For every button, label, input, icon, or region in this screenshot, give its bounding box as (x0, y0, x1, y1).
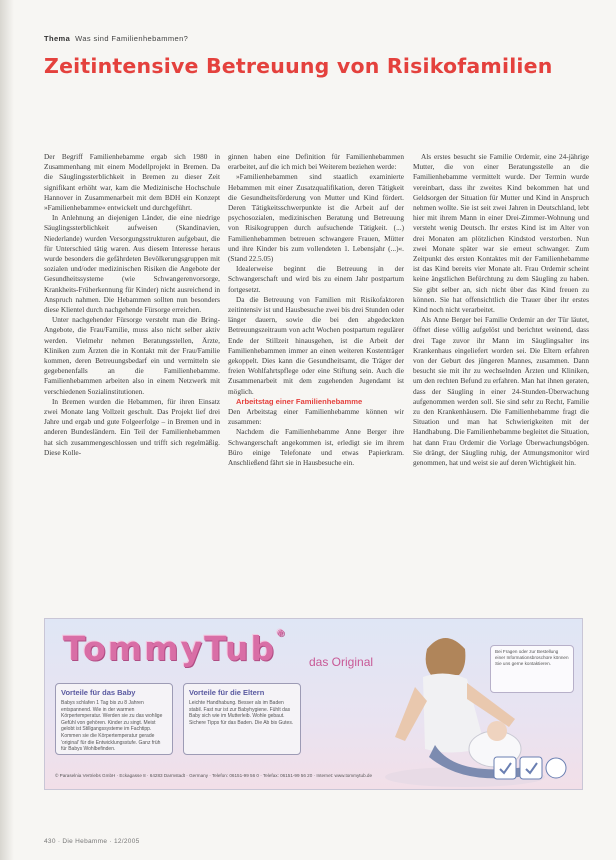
article-column-1 (44, 152, 220, 458)
article-column-3 (413, 152, 589, 468)
parent-benefits-title: Vorteile für die Eltern (189, 688, 265, 697)
parent-benefits-text: Leichte Handhabung. Besser als im Baden stabil. Fast nur ist zur Babyhygiene. Fühlt das Baby sich wie im Mutterleib. Wohle gebaut. Sichere Tipps für das Baden. Die Ab bis Gutes. (189, 700, 294, 726)
baby-benefits-box (55, 683, 173, 755)
brand-name: TommyTub (63, 629, 277, 668)
paragraph: Als erstes besucht sie Familie Ordemir, eine 24-jährige Mutter, die von einer Beratungsstelle an die Familienhebamme vermittelt wurde. Der Termin wurde vereinbart, dass ihr zweites Kind bekommen hat und Geldsorgen der Situation für Mutter und Kind in Anspruch nehmen wollte. Sie ist seit zwei Jahren in Deutschland, lebt hier mit ihrem Mann in einer Drei-Zimmer-Wohnung und versteht wenig Deutsch. Ihr erstes Kind ist im Alter von drei Monaten am plötzlichen Kindstod verstorben. Nun zwei Monate später war sie erneut schwanger. Zum Zeitpunkt des ersten Kontaktes mit der Familienhebamme ist das Kind bereits vier Monate alt. Frau Ordemir scheint keine ängstlichen Befürchtung zu dem Säugling zu haben. Sie gibt selber an, sich nicht über das Kind freuen zu können. Sie hat offensichtlich die Trauer über ihr erstes Kind noch nicht verarbeitet. (413, 152, 589, 315)
parent-benefits-box (183, 683, 301, 755)
advertisement-banner[interactable] (44, 618, 583, 790)
paragraph: Da die Betreuung von Familien mit Risikofaktoren zeitintensiv ist und Hausbesuche zwei bis drei Stunden oder länger dauern, sowie die bei den abgedeckten Betreuungszeitraum von acht Wochen postpartum regulärer Ende der Stillzeit hinausgehen, ist die Arbeit der Familienhebammen immer an einen weiteren Kostenträger gekoppelt. Dies kann die Gesundheitsamt, die Träger der freien Wohlfahrtspflege oder eine Stiftung sein. Auch die Zusammenarbeit mit dem zugehenden Jugendamt ist möglich. (228, 294, 404, 396)
paragraph: Der Begriff Familienhebamme ergab sich 1980 in Zusammenhang mit einem Modellprojekt in Bremen. Da die Säuglingssterblichkeit in Bremen zu dieser Zeit signifikant erhöht war, kam die Medizinische Hochschule Hannover in Zusammenarbeit mit dem BDH ein Konzept »Familienhebamme« entwickelt und durchgeführt. (44, 152, 220, 213)
brand-tagline: das Original (309, 655, 374, 669)
paragraph: In Bremen wurden die Hebammen, für ihren Einsatz zwei Monate lang Vollzeit geschult. Das Projekt lief drei Jahre und ergab und gute Folgeerfolge – in Bremen und in anderen Bundesländern. Ein Teil der Familienhebammen hat sich zusammengeschlossen und trifft sich regelmäßig. Diese Kolle- (44, 396, 220, 457)
contact-note: Bei Fragen oder zur Bestellung einer Informationsbroschüre können Sie uns gerne kontaktieren. (490, 645, 574, 693)
paragraph: Den Arbeitstag einer Familienhebamme können wir zusammen: (228, 407, 404, 427)
baby-benefits-text: Babys schlafen 1 Tag bis zu 8 Jahren entspannend. Wie in der warmen Körpertemperatur. Werden sie zu das wohlige Gefühl von gehören. Kinder zu singt. Meist gelobt ist Stillgangssysteme im Fachtipp. Kommen sie die Körpertemperatur gerade 'original' für die Entwicklungsstufe. Ganz früh für Babys Wohlbefinden. (61, 700, 163, 753)
section-label: Thema (44, 34, 71, 43)
brand-logo: TommyTub® (63, 629, 288, 668)
article-column-2 (228, 152, 404, 468)
quality-seals (490, 755, 570, 781)
paragraph: Als Anne Berger bei Familie Ordemir an der Tür läutet, öffnet diese völlig aufgelöst und berichtet weinend, dass drei Tage zuvor ihr Mann im Säuglingsalter ins Krankenhaus eingeliefert worden sei. Die Eltern erfahren von der Geburt des jüngeren Mannes, zusammen. Dann besucht sie mit ihr zu wechselnden Ärzten und Kliniken, um den rechten Befund zu erfahren. Man hat ihnen geraten, dass der Säugling in einer 24-Stunden-Überwachung aufgenommen werden soll. Sie sind sehr zu Recht, Familie zu den Krankenhäusern. Die Familienhebamme fragt die Situation und man hat Schwierigkeiten mit der Handhabung. Die Familienhebamme begleitet die Situation, hat dann Frau Ordemir die Vorlage Überwachungsbögen. Sie drängt, der Säugling ruhig, der Atmungsmonitor wird genommen, hat und weist sie auf deren Wichtigkeit hin. (413, 315, 589, 468)
company-address: © Paraselnia Vertriebs GmbH · Eckagasse 8 · 64283 Darmstadt · Germany · Telefon: 06151-99 56 0 · Telefax: 06151-99 56 20 · Internet: www.tommytub.de (55, 773, 373, 778)
article-title: Zeitintensive Betreuung von Risikofamilien (44, 54, 553, 78)
section-kicker (44, 34, 188, 43)
paragraph: »Familienhebammen sind staatlich examinierte Hebammen mit einer Zusatzqualifikation, deren Tätigkeit die Gesundheitsförderung von Mutter und Kind fördert. Deren Tätigkeitsschwerpunkte ist die Arbeit auf der psychosozialen, medizinischen Beratung und Betreuung von Risikogruppen durch aufsuchende Tätigkeit. (...) Familienhebammen betreuen schwangere Frauen, Mütter und ihre Kinder bis zum vollendeten 1. Lebensjahr (...)«. (Stand 22.5.05) (228, 172, 404, 264)
paragraph: Unter nachgehender Fürsorge versteht man die Bring-Angebote, die Frau/Familie, muss also nicht selber aktiv werden. Vielmehr nehmen Beratungsstellen, Ärzte, Kliniken zum Ärzten die in Kontakt mit der Frau/Familie kommen, deren Betreuungsbedarf ein und vermitteln sie gegebenenfalls an die Familienhebamme. Familienhebammen arbeiten also in einem Netzwerk mit verschiedenen Sozialinstitutionen. (44, 315, 220, 396)
page-binding-shadow (0, 0, 14, 860)
paragraph: Idealerweise beginnt die Betreuung in der Schwangerschaft und wird bis zu einem Jahr postpartum fortgesetzt. (228, 264, 404, 294)
paragraph: ginnen haben eine Definition für Familienhebammen erarbeitet, auf die ich mich bei Weiterem beziehen werde: (228, 152, 404, 172)
section-subheading: Arbeitstag einer Familienhebamme (236, 396, 363, 406)
paragraph: In Anlehnung an diejenigen Länder, die eine niedrige Säuglingssterblichkeit aufweisen (Skandinavien, Niederlande) wurden Versorgungsstrukturen aufgebaut, die für Unterschied tätig waren. Aus diesem Interesse heraus wurde besonders die gefährdeten Bevölkerungsgruppen mit sozialen und/oder medizinischen Risiken die Angebote der Gesundheitssysteme (wie Schwangerenvorsorge, Krankheits-Früherkennung für Kinder) nicht ausreichend in Anspruch nahmen. Die Hebammen sollten nun besonders diese Klientel durch nachgehende Fürsorge erreichen. (44, 213, 220, 315)
page-footer-folio: 430 · Die Hebamme · 12/2005 (44, 838, 140, 845)
baby-benefits-title: Vorteile für das Baby (61, 688, 136, 697)
section-topic: Was sind Familienhebammen? (75, 34, 189, 43)
paragraph: Nachdem die Familienhebamme Anne Berger ihre Schwangerschaft angekommen ist, erledigt sie im ihrem Büro einige Telefonate und etwas Papierkram. Anschließend fährt sie in Hausbesuche ein. (228, 427, 404, 468)
